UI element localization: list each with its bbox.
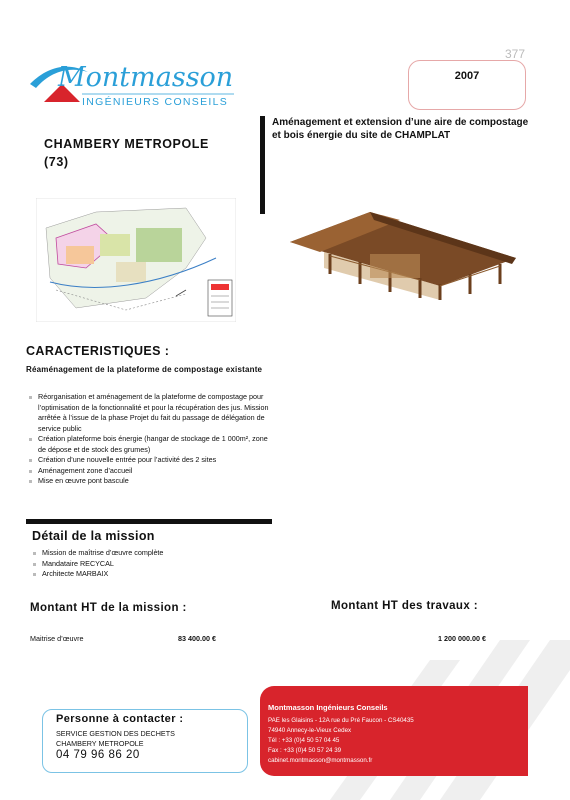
contact-phone: 04 79 96 86 20	[56, 749, 140, 761]
company-phone: Tél : +33 (0)4 50 57 04 45	[268, 737, 340, 744]
mission-amount-label: Maitrise d’œuvre	[30, 634, 84, 643]
list-item: Création plateforme bois énergie (hangar de stockage de 1 000m², zone de dépose et de stock des grumes)	[28, 434, 273, 455]
section-divider	[26, 519, 272, 524]
page-number: 377	[505, 47, 526, 61]
client-line-2: (73)	[44, 155, 69, 169]
year-box	[408, 60, 526, 110]
works-amount-value: 1 200 000.00 €	[438, 634, 486, 643]
list-item: Mandataire RECYCAL	[32, 559, 272, 570]
list-item: Réorganisation et aménagement de la plateforme de compostage pour l’optimisation de la fonctionnalité et pour la récupération des jus. Mission arrêtée à l’issue de la phase Projet du fait du passage de délégation de service public	[28, 392, 273, 434]
client-line-1: CHAMBERY METROPOLE	[44, 137, 209, 151]
contact-service: SERVICE GESTION DES DECHETS	[56, 729, 175, 738]
montmasson-logo	[28, 58, 238, 108]
company-address-2: 74940 Annecy-le-Vieux Cedex	[268, 727, 352, 734]
characteristics-heading: CARACTERISTIQUES :	[26, 344, 170, 358]
mission-amount-value: 83 400.00 €	[178, 634, 216, 643]
year: 2007	[454, 70, 480, 82]
company-email: cabinet.montmasson@montmasson.fr	[268, 757, 373, 764]
title-accent-bar	[260, 116, 265, 214]
mission-detail-heading: Détail de la mission	[32, 529, 155, 543]
site-plan-image	[36, 198, 236, 322]
list-item: Architecte MARBAIX	[32, 569, 272, 580]
company-fax: Fax : +33 (0)4 50 57 24 39	[268, 747, 342, 754]
company-address-1: PAE les Glaisins - 12A rue du Pré Faucon - CS40435	[268, 717, 414, 724]
contact-organization: CHAMBERY METROPOLE	[56, 739, 144, 748]
mission-detail-list	[32, 548, 272, 580]
logo-tagline: INGÉNIEURS CONSEILS	[82, 96, 229, 108]
characteristics-list	[28, 392, 273, 487]
logo-wordmark: Montmasson	[58, 62, 234, 93]
characteristics-subtitle: Réaménagement de la plateforme de compostage existante	[26, 365, 263, 374]
contact-heading: Personne à contacter :	[56, 713, 184, 725]
hangar-render-image	[290, 208, 516, 300]
works-amount-heading: Montant HT des travaux :	[331, 600, 478, 612]
company-name: Montmasson Ingénieurs Conseils	[268, 703, 388, 712]
project-title: Aménagement et extension d’une aire de compostage et bois énergie du site de CHAMPLAT	[272, 117, 529, 141]
client-name	[44, 135, 209, 171]
list-item: Aménagement zone d’accueil	[28, 466, 273, 477]
list-item: Mise en œuvre pont bascule	[28, 476, 273, 487]
mission-amount-heading: Montant HT de la mission :	[30, 602, 187, 614]
list-item: Création d’une nouvelle entrée pour l’activité des 2 sites	[28, 455, 273, 466]
list-item: Mission de maîtrise d’œuvre complète	[32, 548, 272, 559]
